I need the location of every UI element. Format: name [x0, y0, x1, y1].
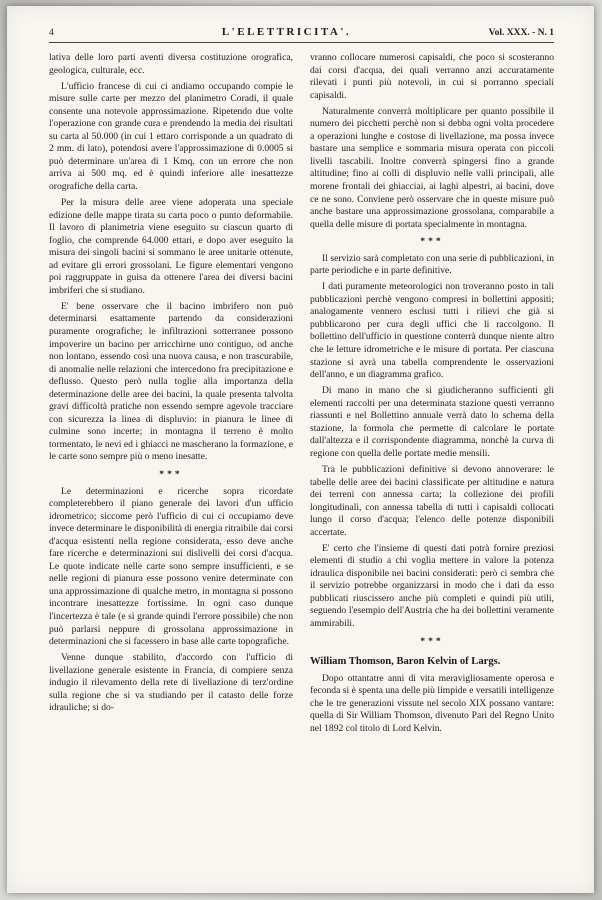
- left-column: [49, 52, 293, 739]
- paragraph: E' certo che l'insieme di questi dati potrà fornire preziosi elementi di studio a chi voglia mettere in valore la potenza idraulica disponibile nei bacini considerati: però ci sembra che il servizio potrebbe organizzarsi in modo che i dati da esso pubblicati riuscissero anche più completi e quindi più utili, seguendo l'esempio dell'Austria che ha dei bollettini veramente ammirabili.: [310, 542, 554, 630]
- paragraph: Tra le pubblicazioni definitive si devono annoverare: le tabelle delle aree dei bacini classificate per altitudine e natura dei terreni con annessa carta; la collezione dei profili longitudinali, con annessa tabella di tutti i capisaldi collocati lungo il corso d'acqua; l'elenco delle potenze disponibili accertate.: [310, 463, 554, 538]
- paragraph-continuation: lativa delle loro parti aventi diversa costituzione orografica, geologica, culturale, ecc.: [49, 52, 293, 76]
- paragraph: Le determinazioni e ricerche sopra ricordate completerebbero il piano generale dei lavori d'un ufficio idrometrico; siccome però l'ufficio di cui ci occupiamo deve invece determinare le disponibilità di energia ritraibile dai corsi d'acqua esistenti nella regione considerata, esso deve anche fare ricerche e determinazioni sui dislivelli dei corsi d'acqua. Le quote indicate nelle carte sono sempre insufficienti, e se nelle regioni di pianura esse possono venire determinate con una approssimazione di qualche metro, in montagna si possono incontrare inesattezze fortissime. In ogni caso dunque l'incertezza è tale (e sì grande quindi l'errore possibile) che non può parlarsi neppure di grossolana approssimazione in determinazioni che si facessero in base alle carte topografiche.: [49, 485, 293, 648]
- text-columns: [49, 52, 554, 739]
- journal-page: [7, 6, 594, 893]
- paragraph-continuation: vranno collocare numerosi capisaldi, che poco si scosteranno dai corsi d'acqua, dei quali verranno anzi accuratamente rilevati i punti più notevoli, in cui si porranno speciali capisaldi.: [310, 52, 554, 101]
- section-heading: William Thomson, Baron Kelvin of Largs.: [310, 656, 501, 668]
- right-column: [310, 52, 554, 739]
- paragraph: Dopo ottantatre anni di vita meravigliosamente operosa e feconda si è spenta una delle più limpide e versatili intelligenze che le tre generazioni vissute nel secolo XIX possano vantare: quella di Sir William Thomson, divenuto Pari del Regno Unito nel 1892 col titolo di Lord Kelvin.: [310, 672, 554, 734]
- section-separator: ***: [159, 469, 183, 480]
- journal-title: L'ELETTRICITA'.: [221, 26, 352, 38]
- paragraph: E' bene osservare che il bacino imbrifero non può determinarsi esattamente partendo da considerazioni puramente orografiche; le infiltrazioni sotterranee possono impoverire un bacino per arricchirne uno contiguo, od anche non lontano, essendo così una nuova causa, e non trascurabile, di anomalie nelle relazioni che intercedono fra precipitazione e deflusso. Questo però nulla toglie alla importanza della determinazione delle aree dei bacini, la quale presenta talvolta gravi difficoltà pratiche non essendo sempre agevole tracciare con sicurezza la linea di displuvio: in pianura le linee di culmine sono incerte; in montagna il terreno è molto tormentato, le nevi ed i ghiacci ne mascherano la formazione, e le carte sono sempre più o meno inesatte.: [49, 300, 293, 463]
- paragraph: L'ufficio francese di cui ci andiamo occupando compie le misure sulle carte per mezzo del planimetro Coradi, il quale consente una notevole approssimazione. Ripetendo due volte l'operazione con grande cura e prendendo la media dei risultati su carta al 50.000 (in cui 1 ettaro corrisponde a un quadrato di 2 mm. di lato), potendosi avere l'approssimazione di 0.0005 si può determinare un'area di 1 Kmq. con un errore che non arriva ai 500 mq. ed è quindi inferiore alle inesattezze orografiche della carta.: [49, 80, 293, 192]
- paragraph: Di mano in mano che si giudicheranno sufficienti gli elementi raccolti per una determinata stazione questi verranno riassunti e nel Bollettino annuale verrà dato lo schema della stazione, la formola che permette di calcolare le portate dall'altezza e il corrispondente diagramma, nonchè la curva di regione con quella delle portate medie mensili.: [310, 385, 554, 459]
- section-separator: ***: [420, 635, 444, 647]
- page-header: [49, 26, 554, 38]
- page-number: 4: [49, 28, 54, 38]
- volume-label: Vol. XXX. - N. 1: [488, 28, 554, 38]
- paragraph: Venne dunque stabilito, d'accordo con l'ufficio di livellazione generale esistente in Francia, di compiere senza indugio il rilevamento della rete di livellazione di terz'ordine sulla regione che si va studiando per il catasto delle forze idrauliche; si do-: [49, 652, 293, 714]
- paragraph: Per la misura delle aree viene adoperata una speciale edizione delle mappe tirata su carta poco o punto deformabile. Il lavoro di planimetria viene eseguito su ciascun quarto di foglio, che comprende 64.000 ettari, e dopo aver eseguito la misura dei singoli bacini si sommano le aree unitarie ottenute, ad evitare gli errori grossolani. Le figure elementari vengono poi raggruppate in guisa da ottenere l'area dei diversi bacini imbriferi che si studiano.: [49, 197, 293, 296]
- paragraph: I dati puramente meteorologici non troveranno posto in tali pubblicazioni perchè vengono compresi in bollettini appositi; analogamente vennero esclusi tutti i rilievi che già si pubblicarono per cura degli uffici che li raccolgono. Il bollettino dell'ufficio in questione conterrà dunque niente altro che le letture idrometriche e le misure di portata. Per ciascuna stazione si avrà una tabella comprendente le osservazioni dell'anno, e un diagramma grafico.: [310, 281, 554, 381]
- paragraph: Il servizio sarà completato con una serie di pubblicazioni, in parte periodiche e in parte definitive.: [310, 252, 554, 277]
- section-separator: ***: [420, 236, 444, 248]
- paragraph: Naturalmente converrà moltiplicare per quanto possibile il numero dei picchetti perchè non si debba ogni volta procedere a operazioni lunghe e costose di livellazione, ma possa invece bastare una semplice e sommaria misura operata con piccoli livelli tascabili. Inoltre converrà spingersi fino a grande altitudine; fino ai colli di displuvio nelle valli principali, alle morene frontali dei ghiacciai, ai laghi alpestri, ai bacini, dove ce ne sono. Conviene però osservare che in queste misure può anche bastare una approssimazione grossolana, comparabile a quella delle misure di portata specialmente in montagna.: [310, 105, 554, 230]
- header-rule: [49, 42, 554, 43]
